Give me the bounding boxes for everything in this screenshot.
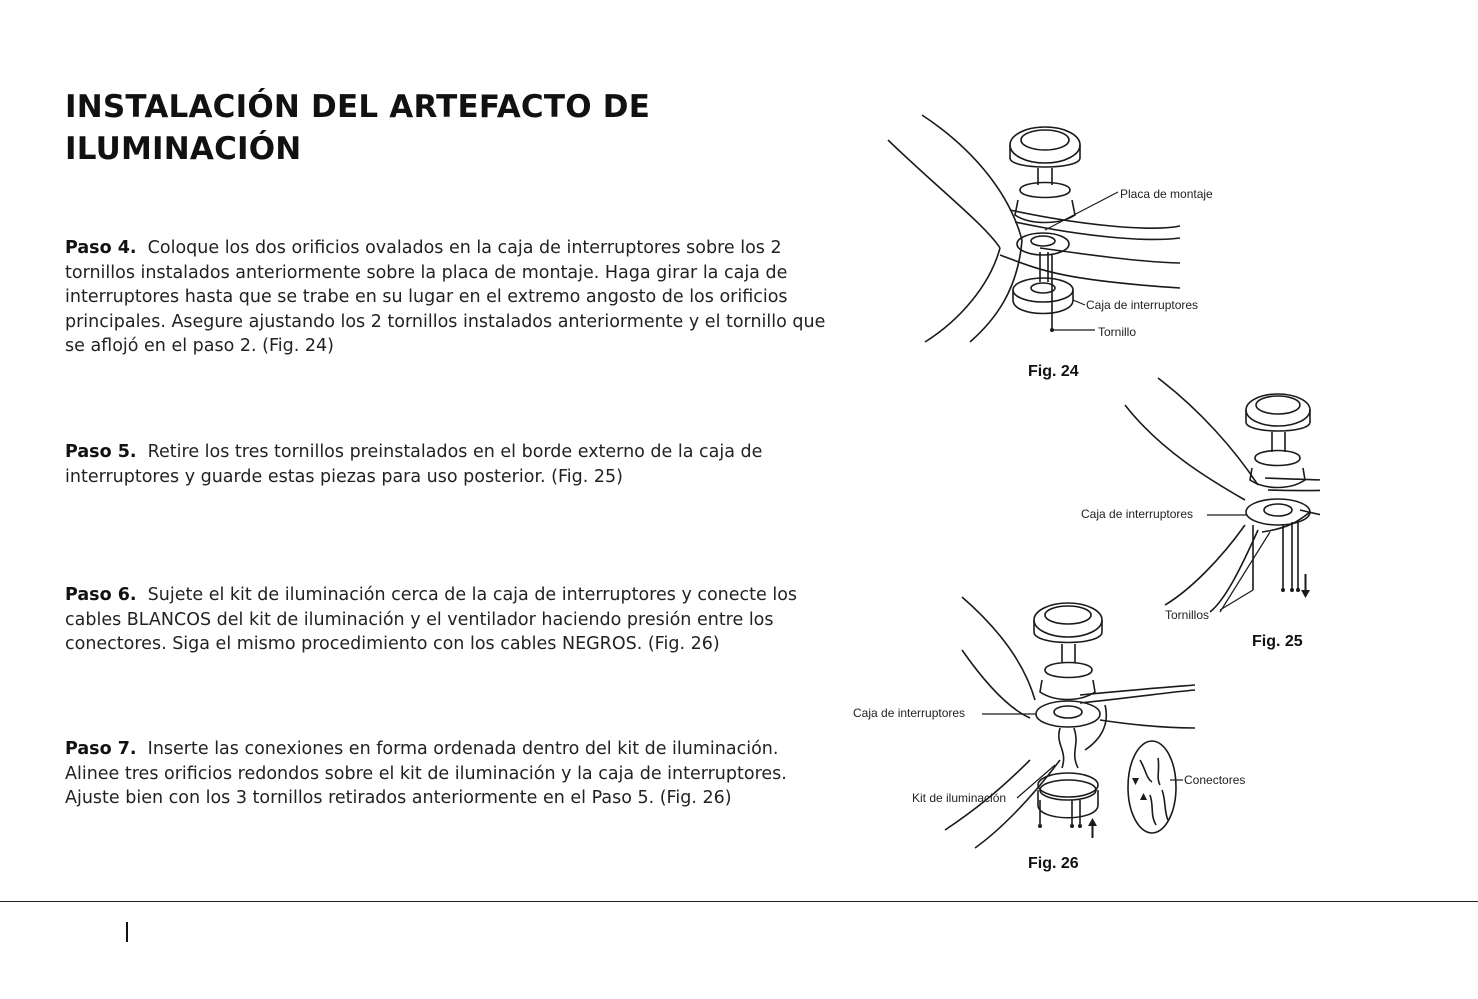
fig26-illustration [945,597,1195,848]
fig25-label-screws: Tornillos [1165,608,1210,622]
fig24-caption: Fig. 24 [1028,363,1079,380]
fig25-caption: Fig. 25 [1252,633,1303,650]
step-5-text: Retire los tres tornillos preinstalados en el borde externo de la caja de interruptores y guarde estas piezas para uso posterior. (Fig. 25) [65,442,763,487]
step-7 [65,737,830,811]
step-7-label: Paso 7. [65,739,137,759]
step-5-label: Paso 5. [65,442,137,462]
installation-figures [840,100,1320,880]
step-4-label: Paso 4. [65,238,137,258]
fig24-label-switch-box: Caja de interruptores [1086,298,1199,312]
step-6-label: Paso 6. [65,585,137,605]
step-6-text: Sujete el kit de iluminación cerca de la caja de interruptores y conecte los cables BLANCOS del kit de iluminación y el ventilador haciendo presión entre los conectores. Siga el mismo procedimiento con los cables NEGROS. (Fig. 26) [65,585,798,654]
fig26-label-connectors: Conectores [1184,773,1246,787]
step-5 [65,440,830,489]
footer-rule [0,901,1478,902]
fig26-caption: Fig. 26 [1028,855,1079,872]
step-4 [65,236,830,359]
fig26-label-switch-box: Caja de interruptores [853,706,966,720]
fig25-label-switch-box: Caja de interruptores [1081,507,1194,521]
step-6 [65,583,830,657]
page-title: INSTALACIÓN DEL ARTEFACTO DE ILUMINACIÓN [65,89,651,167]
fig24-label-screw: Tornillo [1098,325,1137,339]
fig26-label-light-kit: Kit de iluminación [912,791,1007,805]
step-4-text: Coloque los dos orificios ovalados en la caja de interruptores sobre los 2 tornillos instalados anteriormente sobre la placa de montaje. Haga girar la caja de interruptores hasta que se trabe en su lugar en el extremo angosto de los orificios principales. Asegure ajustando los 2 tornillos instalados anteriormente y el tornillo que se aflojó en el paso 2. (Fig. 24) [65,238,826,356]
fig24-label-mounting-plate: Placa de montaje [1120,187,1213,201]
step-7-text: Inserte las conexiones en forma ordenada dentro del kit de iluminación. Alinee tres orificios redondos sobre el kit de iluminación y la caja de interruptores. Ajuste bien con los 3 tornillos retirados anteriormente en el Paso 5. (Fig. 26) [65,739,787,808]
fig25-illustration [1125,378,1320,612]
page-number-marker [126,922,128,942]
